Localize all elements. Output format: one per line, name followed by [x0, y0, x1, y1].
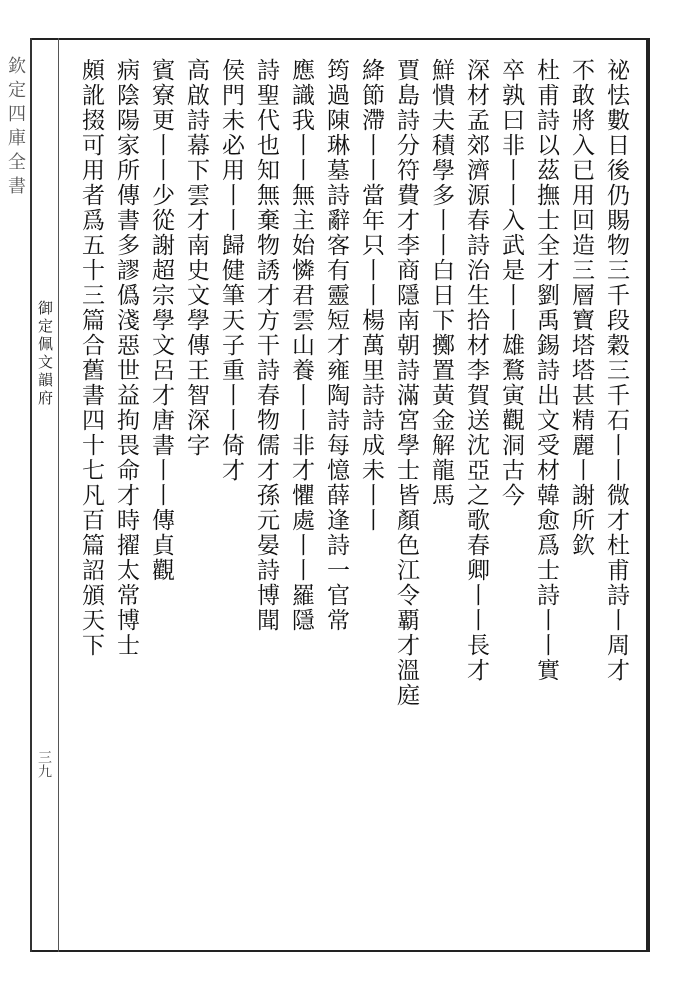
text-column-7: 賈島詩分符費才李商隱南朝詩滿宮學士皆顏色江令覇才溫庭 [393, 58, 419, 708]
top-border [30, 38, 650, 40]
text-column-10: 應識我丨丨無主始憐君雲山養丨丨非才懼處丨丨羅隱 [288, 58, 314, 633]
text-column-1: 祕怯數日後仍賜物三千段穀三千石丨丨微才杜甫詩丨周才 [603, 58, 629, 683]
page-number: 三九 [36, 750, 52, 778]
text-column-5: 深材孟郊濟源春詩治生拾材李賀送沈亞之歌春卿丨丨長才 [463, 58, 489, 683]
text-column-6: 鮮憒夫積學多丨丨白日下擲置黃金解龍馬 [428, 58, 454, 508]
text-column-3: 杜甫詩以茲撫士全才劉禹錫詩出文受材韓愈爲士詩丨丨實 [533, 58, 559, 683]
text-column-15: 病陰陽家所傳書多謬僞淺惡世益拘畏命才時擢太常博士 [113, 58, 139, 658]
side-cut-text: 欽定四庫全書 [5, 56, 26, 200]
text-column-4: 卒孰曰非丨丨入武是丨丨雄鶩寅觀洞古今 [498, 58, 524, 508]
text-column-14: 賓寮更丨丨少從謝超宗學文呂才唐書丨丨傳貞觀 [148, 58, 174, 583]
text-column-12: 侯門未必用丨丨歸健筆天子重丨丨倚才 [218, 58, 244, 483]
text-column-9: 筠過陳琳墓詩辭客有靈短才雍陶詩每憶薛逢詩一官常 [323, 58, 349, 633]
bottom-border [30, 950, 650, 952]
right-border [646, 38, 650, 952]
text-column-11: 詩聖代也知無棄物誘才方干詩春物儒才孫元晏詩博聞 [253, 58, 279, 633]
margin-divider [58, 38, 59, 952]
left-border [30, 38, 32, 952]
text-column-16: 頗訛掇可用者爲五十三篇合舊書四十七凡百篇詔頒天下 [78, 58, 104, 658]
text-column-8: 絳節滯丨丨當年只丨丨楊萬里詩詩成未丨丨 [358, 58, 384, 533]
text-column-13: 高啟詩幕下雲才南史文學傳王智深字 [183, 58, 209, 458]
text-column-2: 不敢將入已用回造三層寶塔塔甚精麗丨謝所欽 [568, 58, 594, 558]
book-title: 御定佩文韻府 [36, 300, 54, 408]
